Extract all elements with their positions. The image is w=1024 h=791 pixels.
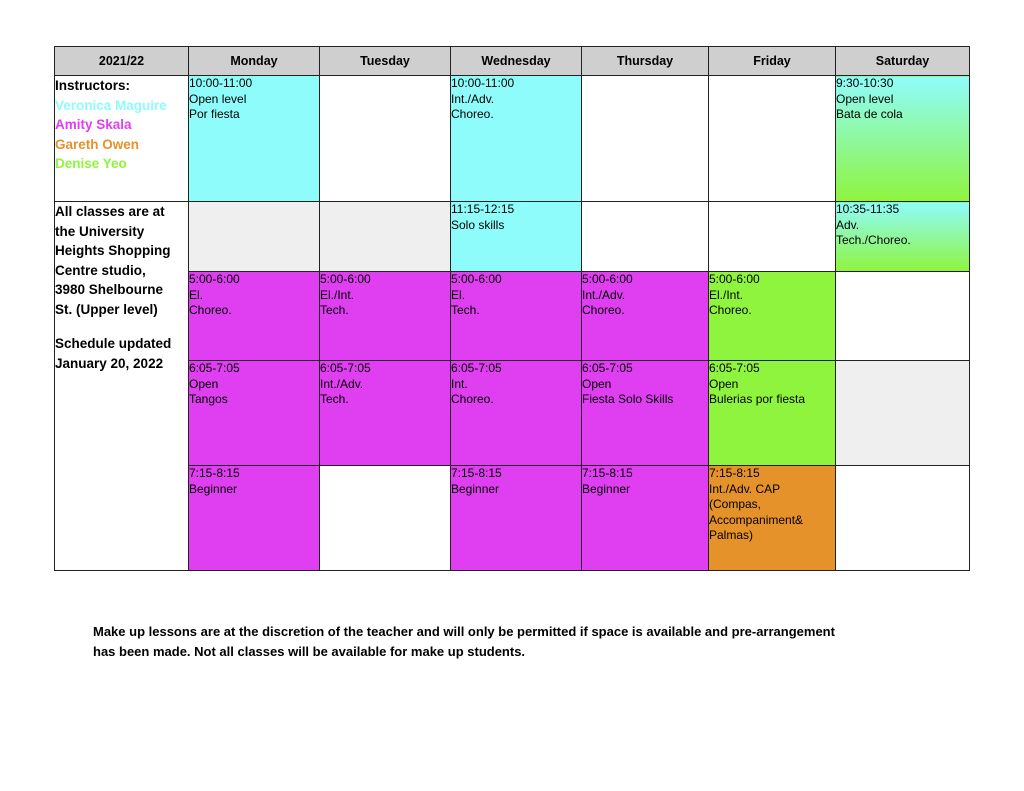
class-level: Open: [709, 376, 739, 391]
class-time: 6:05-7:05: [582, 361, 633, 375]
empty-cell: [836, 361, 970, 466]
instructor-veronica: Veronica Maguire: [55, 97, 167, 113]
class-cell-saturday-r2: [836, 202, 970, 272]
updated-line: Schedule updated: [55, 336, 172, 351]
year-header: 2021/22: [55, 47, 189, 76]
location-line: St. (Upper level): [55, 301, 158, 317]
location-line: the University: [55, 223, 145, 239]
class-topic: Tangos: [189, 392, 228, 406]
class-topic: Choreo.: [709, 303, 752, 317]
schedule-row: [55, 361, 970, 466]
class-level: El./Int.: [709, 287, 744, 302]
empty-cell: [836, 466, 970, 571]
class-level: Int./Adv.: [320, 376, 364, 391]
empty-cell: [709, 202, 836, 272]
class-cell-thursday-r5: [582, 466, 709, 571]
class-topic: Bulerias por fiesta: [709, 392, 806, 406]
empty-cell: [836, 272, 970, 361]
class-cell-wednesday-r3: [451, 272, 582, 361]
class-level: Int./Adv.: [451, 91, 495, 106]
class-level: Open: [189, 376, 219, 391]
day-header-wednesday: Wednesday: [451, 47, 582, 76]
class-topic: Solo skills: [451, 217, 505, 232]
empty-cell: [582, 76, 709, 202]
class-topic: Fiesta Solo Skills: [582, 392, 674, 406]
class-level: Beginner: [189, 481, 238, 496]
day-header-friday: Friday: [709, 47, 836, 76]
info-cell: [55, 202, 189, 571]
class-cell-monday-r5: [189, 466, 320, 571]
class-level: Adv.: [836, 217, 860, 232]
class-time: 6:05-7:05: [709, 361, 760, 375]
class-cell-wednesday-r4: [451, 361, 582, 466]
class-cell-monday-r1: [189, 76, 320, 202]
class-level: El./Int.: [320, 287, 355, 302]
class-time: 10:35-11:35: [836, 202, 900, 216]
class-topic: Tech.: [320, 303, 349, 317]
class-time: 6:05-7:05: [189, 361, 240, 375]
class-time: 6:05-7:05: [451, 361, 502, 375]
class-time: 7:15-8:15: [451, 466, 502, 480]
class-cell-tuesday-r4: [320, 361, 451, 466]
day-header-monday: Monday: [189, 47, 320, 76]
class-topic: Choreo.: [451, 392, 494, 406]
class-topic: Choreo.: [451, 107, 494, 121]
class-cell-friday-r3: [709, 272, 836, 361]
class-cell-friday-r4: [709, 361, 836, 466]
class-topic: Tech./Choreo.: [836, 233, 911, 247]
class-time: 5:00-6:00: [320, 272, 371, 286]
class-time: 9:30-10:30: [836, 76, 894, 90]
class-time: 7:15-8:15: [582, 466, 633, 480]
class-time: 11:15-12:15: [451, 202, 515, 216]
makeup-note: [93, 622, 933, 661]
class-time: 5:00-6:00: [709, 272, 760, 286]
location-line: 3980 Shelbourne: [55, 282, 164, 297]
makeup-note-line-2: has been made. Not all classes will be available for make up students.: [93, 643, 526, 659]
instructor-denise: Denise Yeo: [55, 156, 127, 171]
empty-cell: [320, 466, 451, 571]
class-time: 10:00-11:00: [189, 76, 253, 90]
class-level: Beginner: [582, 481, 631, 496]
class-level: El.: [189, 287, 204, 302]
makeup-note-line-1: Make up lessons are at the discretion of the teacher and will only be permitted if space is available and pre-arrangement: [93, 624, 835, 639]
class-time: 6:05-7:05: [320, 361, 371, 375]
class-level: Beginner: [451, 481, 500, 496]
class-topic: Bata de cola: [836, 107, 903, 121]
class-topic: Accompaniment&: [709, 512, 804, 527]
location-line: All classes are at: [55, 204, 165, 219]
spacer: [55, 319, 188, 334]
class-level: Open: [582, 376, 612, 391]
header-row: [55, 47, 970, 76]
location-line: Heights Shopping: [55, 243, 171, 258]
class-time: 7:15-8:15: [189, 466, 240, 480]
class-topic: Tech.: [451, 303, 480, 317]
updated-line: January 20, 2022: [55, 355, 164, 371]
class-time: 5:00-6:00: [189, 272, 240, 286]
class-time: 5:00-6:00: [582, 272, 633, 286]
empty-cell: [582, 202, 709, 272]
schedule-row: [55, 202, 970, 272]
day-header-thursday: Thursday: [582, 47, 709, 76]
class-topic: Choreo.: [582, 303, 625, 317]
empty-cell: [709, 76, 836, 202]
instructors-cell: [55, 76, 189, 202]
class-time: 7:15-8:15: [709, 466, 760, 480]
instructor-amity: Amity Skala: [55, 117, 132, 132]
empty-cell: [189, 202, 320, 272]
class-cell-wednesday-r1: [451, 76, 582, 202]
empty-cell: [320, 76, 451, 202]
class-cell-saturday-r1: [836, 76, 970, 202]
class-level: Int./Adv. CAP: [709, 481, 781, 496]
class-topic: Tech.: [320, 392, 349, 406]
class-cell-wednesday-r5: [451, 466, 582, 571]
class-topic: Palmas): [709, 528, 754, 542]
class-topic: Por fiesta: [189, 107, 240, 121]
class-level: Int.: [451, 376, 468, 391]
class-level: Int./Adv.: [582, 287, 626, 302]
location-line: Centre studio,: [55, 262, 146, 278]
schedule-table: [54, 46, 970, 571]
class-cell-friday-r5: [709, 466, 836, 571]
class-time: 10:00-11:00: [451, 76, 515, 90]
empty-cell: [320, 202, 451, 272]
class-cell-thursday-r4: [582, 361, 709, 466]
class-level: Open level: [189, 91, 247, 106]
class-cell-tuesday-r3: [320, 272, 451, 361]
class-time: 5:00-6:00: [451, 272, 502, 286]
instructor-gareth: Gareth Owen: [55, 136, 140, 152]
day-header-tuesday: Tuesday: [320, 47, 451, 76]
class-level: Open level: [836, 91, 894, 106]
schedule-row: [55, 76, 970, 202]
schedule-row: [55, 466, 970, 571]
class-topic: Choreo.: [189, 303, 232, 317]
instructors-title: Instructors:: [55, 78, 131, 93]
class-cell-monday-r4: [189, 361, 320, 466]
class-cell-wednesday-r2: [451, 202, 582, 272]
class-topic: (Compas,: [709, 497, 762, 511]
class-cell-monday-r3: [189, 272, 320, 361]
schedule-row: [55, 272, 970, 361]
day-header-saturday: Saturday: [836, 47, 970, 76]
class-cell-thursday-r3: [582, 272, 709, 361]
class-level: El.: [451, 287, 466, 302]
